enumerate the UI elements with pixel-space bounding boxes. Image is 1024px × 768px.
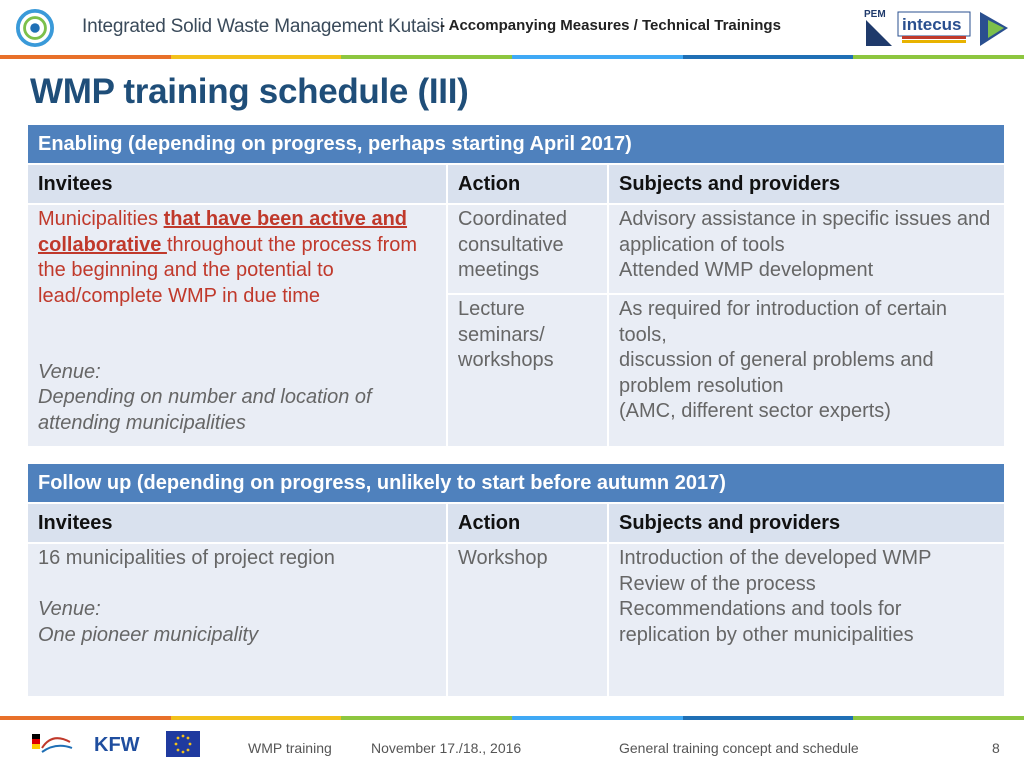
invitees-text-post: throughout the process from the beginning and the potential to lead/complete WMP in due time — [38, 233, 418, 307]
col-subjects: Subjects and providers — [609, 165, 1004, 205]
venue-label: Venue: — [38, 360, 101, 383]
pem-logo-text: PEM — [864, 9, 886, 20]
invitees-text-highlight: that have been active and collaborative — [38, 208, 408, 256]
followup-body — [28, 544, 1004, 698]
project-logo-icon — [16, 9, 54, 47]
footer-topic: General training concept and schedule — [619, 740, 859, 756]
funder-logos-icon — [30, 728, 205, 760]
slide-header — [0, 0, 1024, 56]
col-invitees: Invitees — [28, 165, 448, 205]
enabling-table — [28, 125, 1004, 448]
kfw-logo-text: KFW — [94, 734, 140, 756]
venue-text: Depending on number and location of attending municipalities — [38, 386, 372, 434]
invitees-text-pre: Municipalities — [38, 208, 164, 230]
footer-training-label: WMP training — [248, 740, 332, 756]
action-cell: Workshop — [448, 544, 609, 698]
col-invitees: Invitees — [28, 504, 448, 544]
followup-table-heading: Follow up (depending on progress, unlikely to start before autumn 2017) — [28, 464, 1004, 502]
followup-invitees-cell — [28, 544, 448, 698]
enabling-header-row — [28, 165, 1004, 205]
header-color-stripe — [0, 55, 1024, 59]
col-action: Action — [448, 504, 609, 544]
partner-logos-icon — [862, 6, 1012, 50]
subjects-cell: Introduction of the developed WMP Review of the process Recommendations and tools for replication by other municipalities — [609, 544, 1004, 698]
followup-table — [28, 464, 1004, 698]
col-action: Action — [448, 165, 609, 205]
footer-color-stripe — [0, 716, 1024, 720]
col-subjects: Subjects and providers — [609, 504, 1004, 544]
enabling-body — [28, 205, 1004, 448]
followup-invitees-text: 16 municipalities of project region — [38, 547, 335, 569]
footer-date: November 17./18., 2016 — [371, 740, 522, 756]
breadcrumb: - Accompanying Measures / Technical Trainings — [440, 17, 781, 34]
subjects-cell: As required for introduction of certain tools, discussion of general problems and problem resolution (AMC, different sector experts) — [609, 295, 1004, 448]
venue-text: One pioneer municipality — [38, 623, 259, 646]
slide-title: WMP training schedule (III) — [30, 72, 469, 111]
page-number: 8 — [992, 740, 1000, 756]
project-title: Integrated Solid Waste Management Kutaisi — [82, 16, 444, 37]
action-cell: Coordinated consultative meetings — [448, 205, 609, 295]
action-cell: Lecture seminars/ workshops — [448, 295, 609, 448]
intecus-logo-text: intecus — [902, 15, 962, 34]
venue-label: Venue: — [38, 598, 101, 620]
enabling-table-heading: Enabling (depending on progress, perhaps starting April 2017) — [28, 125, 1004, 163]
subjects-cell: Advisory assistance in specific issues and application of tools Attended WMP development — [609, 205, 1004, 295]
followup-header-row — [28, 504, 1004, 544]
enabling-invitees-cell — [28, 205, 448, 448]
